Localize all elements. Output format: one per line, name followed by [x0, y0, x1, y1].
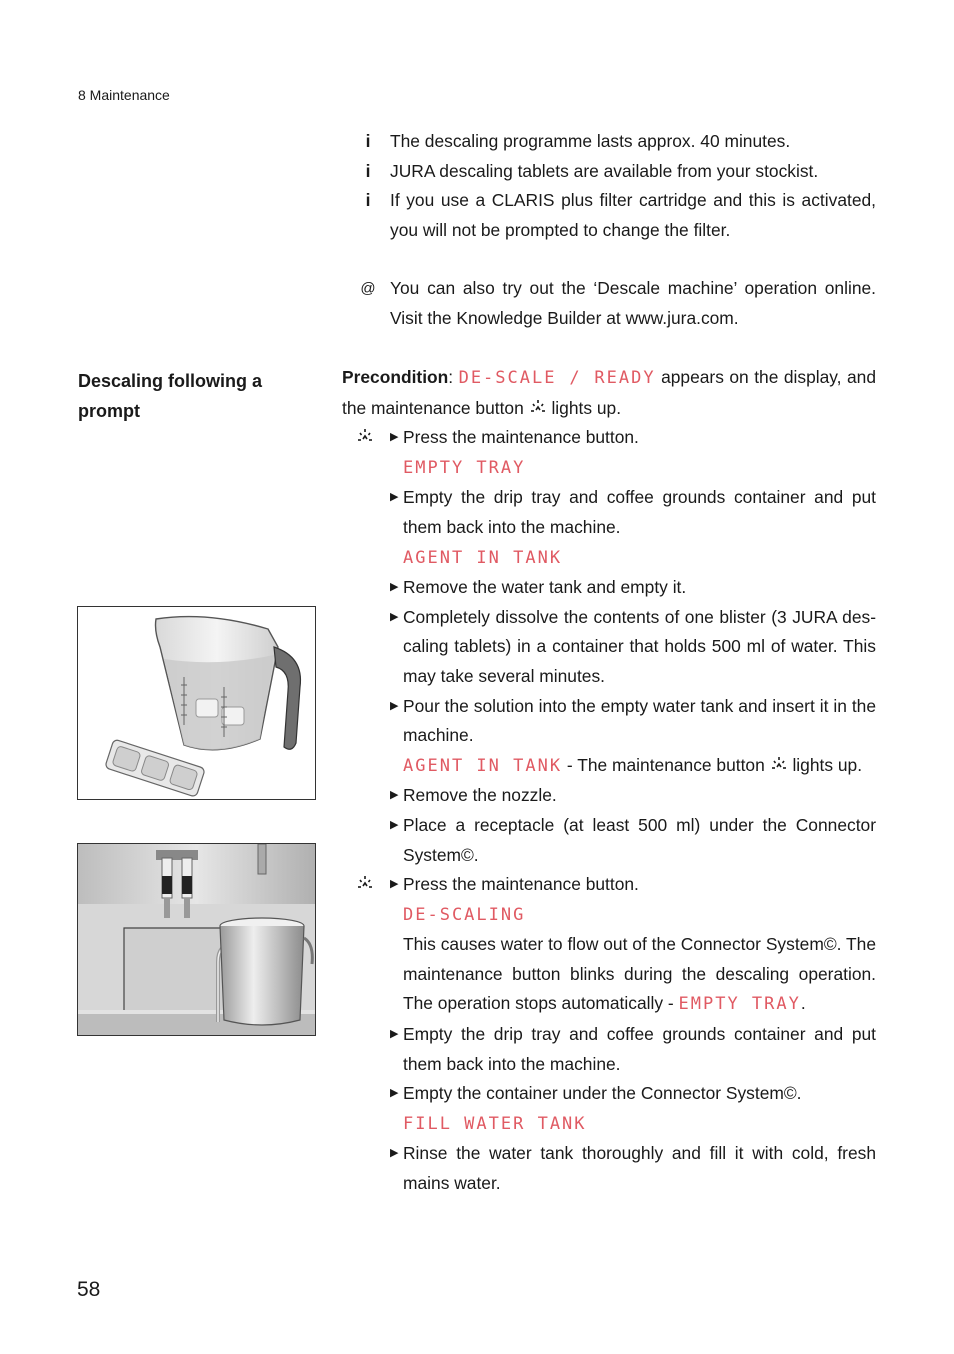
- display-readout: DE-SCALE / READY: [458, 368, 656, 388]
- instruction-step: [342, 573, 876, 603]
- display-note-text: lights up.: [787, 754, 863, 775]
- display-readout: EMPTY TRAY: [678, 994, 801, 1015]
- main-column: [342, 363, 876, 1199]
- jug-tablets-illustration: [77, 606, 316, 800]
- descaling-note-end: .: [800, 993, 806, 1014]
- precondition-text: lights up.: [546, 397, 622, 418]
- display-readout: AGENT IN TANK: [403, 755, 563, 776]
- online-note-text: You can also try out the ‘Descale machine’ operation online. Visit the Knowledge Builder at www.jura.com.: [390, 278, 876, 328]
- precondition-text: appears on the display, and the maintenance button: [342, 367, 876, 418]
- precondition-label: Precondition: [342, 367, 449, 387]
- arrow-icon: ▶: [390, 431, 399, 444]
- instruction-step: [342, 781, 876, 811]
- section-header: 8 Maintenance: [78, 87, 170, 103]
- step-text: Place a receptacle (at least 500 ml) under the Connector System©.: [403, 814, 876, 865]
- arrow-icon: ▶: [390, 491, 399, 504]
- step-text: Completely dissolve the contents of one blister (3 JURA des-caling tablets) in a container that holds 500 ml of water. This may take several minutes.: [403, 606, 876, 686]
- arrow-icon: ▶: [390, 1147, 399, 1160]
- instruction-step: [342, 1079, 876, 1109]
- page-number: 58: [77, 1278, 101, 1301]
- info-icon: i: [365, 160, 371, 181]
- online-note: [356, 274, 876, 333]
- step-text: Empty the container under the Connector System©.: [403, 1083, 802, 1104]
- info-note: [356, 157, 876, 187]
- arrow-icon: ▶: [390, 789, 399, 802]
- display-note: [342, 751, 876, 782]
- display-readout: DE-SCALING: [403, 904, 526, 925]
- step-text: Press the maintenance button.: [403, 874, 639, 895]
- info-note: [356, 127, 876, 157]
- arrow-icon: ▶: [390, 1087, 399, 1100]
- maintenance-icon: [356, 423, 374, 453]
- info-note-text: The descaling programme lasts approx. 40 minutes.: [390, 131, 791, 151]
- instruction-step: [342, 692, 876, 751]
- instruction-step: [342, 811, 876, 870]
- arrow-icon: ▶: [390, 581, 399, 594]
- info-note: [356, 186, 876, 245]
- step-text: Press the maintenance button.: [403, 427, 639, 448]
- step-text: Empty the drip tray and coffee grounds container and put them back into the machine.: [403, 487, 876, 537]
- instruction-step: [342, 423, 876, 453]
- descaling-note: [342, 930, 876, 1020]
- instruction-step: [342, 1020, 876, 1079]
- display-readout: EMPTY TRAY: [403, 457, 526, 478]
- instruction-step: [342, 603, 876, 692]
- step-text: Empty the drip tray and coffee grounds container and put them back into the machine.: [403, 1024, 876, 1074]
- step-text: Remove the water tank and empty it.: [403, 577, 687, 598]
- maintenance-icon: [356, 870, 374, 900]
- info-icon: i: [365, 190, 371, 211]
- maintenance-icon: [770, 755, 788, 771]
- display-readout: AGENT IN TANK: [403, 547, 563, 568]
- machine-receptacle-illustration: [77, 843, 316, 1036]
- precondition: Precondition: DE-SCALE / READY appears on the display, and the maintenance button lights up.: [342, 367, 876, 418]
- at-icon: @: [360, 280, 376, 298]
- maintenance-icon: [529, 398, 547, 414]
- info-note-text: If you use a CLARIS plus filter cartridge and this is activated, you will not be prompted to change the filter.: [390, 190, 876, 240]
- arrow-icon: ▶: [390, 699, 399, 712]
- display-readout: FILL WATER TANK: [403, 1113, 587, 1134]
- arrow-icon: ▶: [390, 818, 399, 831]
- info-notes: [356, 127, 876, 334]
- arrow-icon: ▶: [390, 610, 399, 623]
- instruction-step: [342, 483, 876, 542]
- info-note-text: JURA descaling tablets are available from your stockist.: [390, 160, 819, 181]
- arrow-icon: ▶: [390, 878, 399, 891]
- step-text: Rinse the water tank thoroughly and fill it with cold, fresh mains water.: [403, 1143, 876, 1194]
- step-text: Pour the solution into the empty water tank and insert it in the machine.: [403, 695, 876, 746]
- descaling-note-text: This causes water to flow out of the Connector System©. The maintenance button blinks during the descaling operation. The operation stops automatically -: [403, 934, 876, 1014]
- step-text: Remove the nozzle.: [403, 785, 557, 806]
- instruction-step: [342, 1139, 876, 1198]
- side-heading: Descaling following a prompt: [78, 371, 263, 421]
- arrow-icon: ▶: [390, 1028, 399, 1041]
- display-note-text: - The maintenance button: [562, 754, 770, 775]
- instruction-step: [342, 870, 876, 900]
- info-icon: i: [365, 131, 371, 151]
